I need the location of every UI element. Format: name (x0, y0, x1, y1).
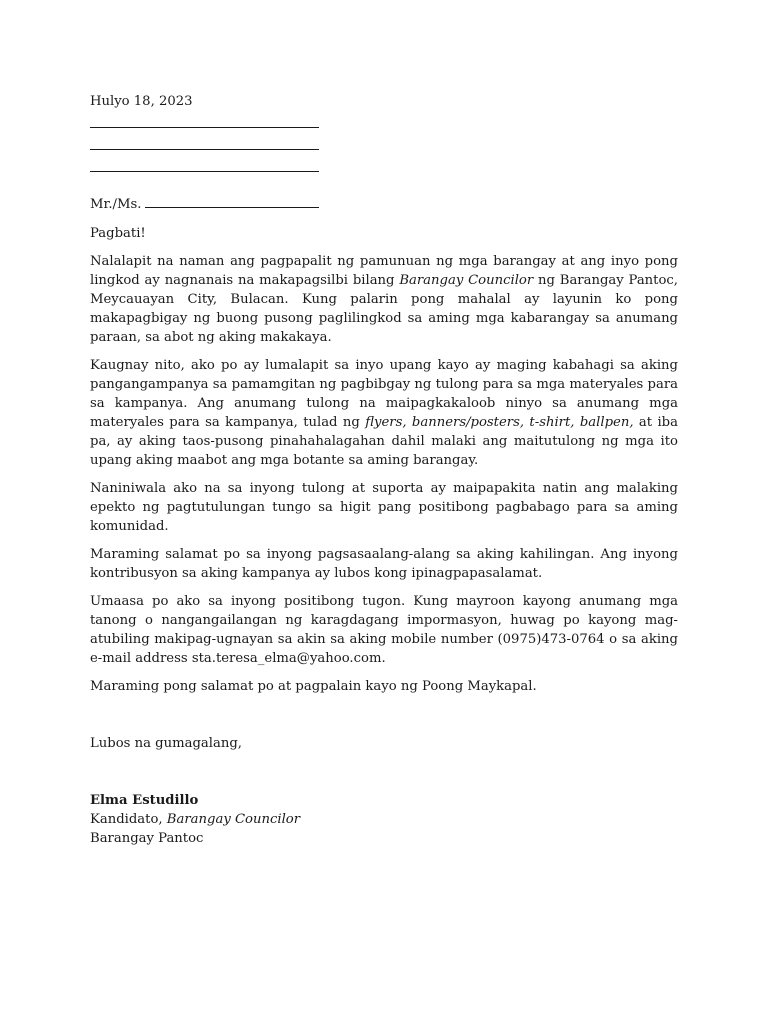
recipient-prefix: Mr./Ms. (90, 197, 142, 212)
paragraph-5: Umaasa po ako sa inyong positibong tugon. Kung mayroon kayong anumang mga tanong o nangangailangan ng karagdagang impormasyon, huwag po kayong mag-atubiling makipag-ugnayan sa akin sa aking mobile number (0975)473-0764 o sa aking e-mail address sta.teresa_elma@yahoo.com. (90, 594, 678, 666)
signature-location: Barangay Pantoc (90, 831, 204, 846)
signature-title-role: Barangay Councilor (166, 812, 301, 827)
paragraph-1-position: Barangay Councilor (399, 273, 534, 288)
paragraph-6: Maraming pong salamat po at pagpalain kayo ng Poong Maykapal. (90, 679, 537, 694)
paragraph-1-text-c: ng Barangay Pantoc, Meycauayan City, Bulacan. Kung palarin pong mahalal ay layunin ko pong makapagbigay ng buong pusong paglilingkod sa aming mga kabarangay sa anumang paraan, sa abot ng aking makakaya. (90, 273, 678, 345)
recipient-name-blank (145, 193, 319, 208)
address-line-2 (90, 149, 319, 150)
letter-date: Hulyo 18, 2023 (90, 94, 193, 109)
address-line-1 (90, 127, 319, 128)
letter-body (90, 92, 678, 848)
address-block (90, 127, 678, 172)
paragraph-1-text-a: Nalalapit na naman ang pagpapalit ng pamunuan ng mga barangay at ang inyo pong lingkod ay nagnanais na makapagsilbi bilang (90, 254, 678, 288)
signature-block (90, 791, 678, 848)
signature-title (90, 810, 678, 829)
paragraph-4: Maraming salamat po sa inyong pagsasaalang-alang sa aking kahilingan. Ang inyong kontribusyon sa aking kampanya ay lubos kong ipinagpapasalamat. (90, 547, 678, 581)
paragraph-2 (90, 356, 678, 470)
address-line-3 (90, 171, 319, 172)
valediction: Lubos na gumagalang, (90, 736, 242, 751)
paragraph-2-text-a: Kaugnay nito, ako po ay lumalapit sa inyo upang kayo ay maging kabahagi sa aking pangangampanya sa pamamgitan ng pagbibgay ng tulong para sa mga materyales para sa kampanya. Ang anumang tulong na maipagkakaloob ninyo sa anumang mga materyales para sa kampanya, tulad ng (90, 358, 678, 430)
signature-name: Elma Estudillo (90, 793, 199, 808)
greeting: Pagbati! (90, 226, 146, 241)
signature-title-prefix: Kandidato, (90, 812, 167, 827)
paragraph-1 (90, 252, 678, 347)
paragraph-2-text-c: at iba pa, ay aking taos-pusong pinahahalagahan dahil malaki ang maitutulong ng mga ito upang aking maabot ang mga botante sa aming barangay. (90, 415, 678, 468)
paragraph-3: Naniniwala ako na sa inyong tulong at suporta ay maipapakita natin ang malaking epekto ng pagtutulungan tungo sa higit pang positibong pagbabago para sa aming komunidad. (90, 481, 678, 534)
paragraph-2-materials: flyers, banners/posters, t-shirt, ballpen, (365, 415, 634, 430)
recipient-line (90, 193, 678, 214)
